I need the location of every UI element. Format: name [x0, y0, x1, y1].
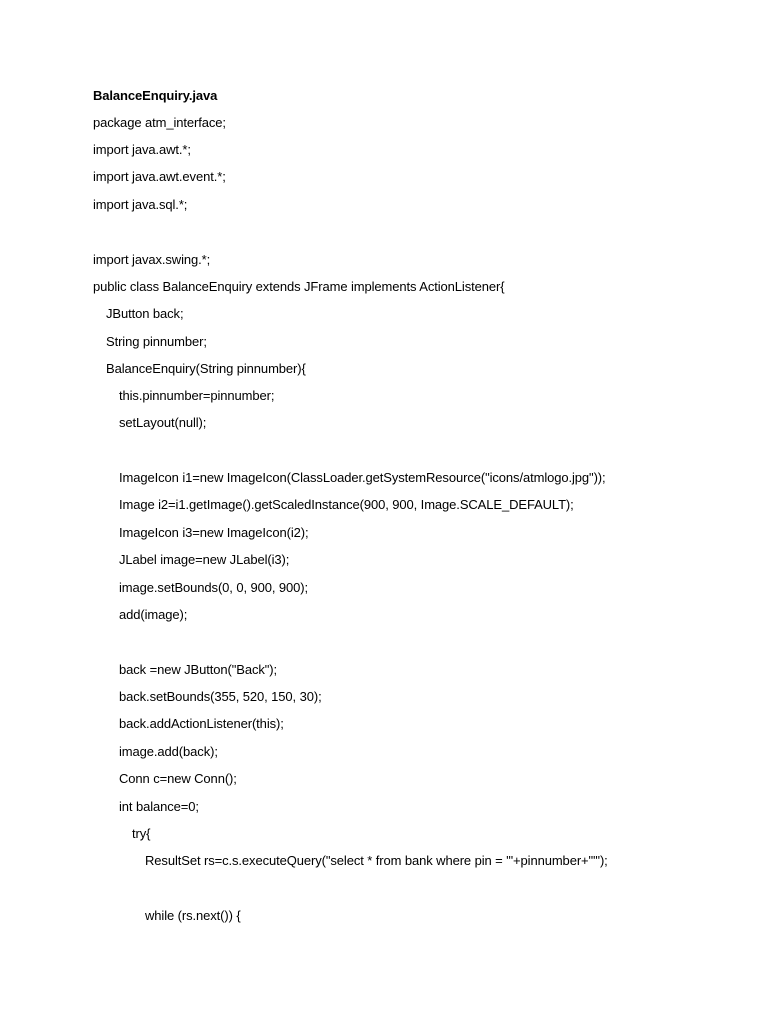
code-line: ResultSet rs=c.s.executeQuery("select * from bank where pin = '"+pinnumber+"'");	[145, 853, 608, 868]
code-line: try{	[132, 826, 151, 841]
code-line: add(image);	[119, 607, 188, 622]
code-line: ImageIcon i1=new ImageIcon(ClassLoader.getSystemResource("icons/atmlogo.jpg"));	[119, 470, 606, 485]
code-line: back =new JButton("Back");	[119, 662, 278, 677]
code-line: import java.awt.*;	[93, 142, 191, 157]
code-line: BalanceEnquiry(String pinnumber){	[106, 361, 306, 376]
code-line: JButton back;	[106, 306, 184, 321]
code-line: back.addActionListener(this);	[119, 716, 284, 731]
code-line: import java.sql.*;	[93, 197, 188, 212]
code-line: Conn c=new Conn();	[119, 771, 237, 786]
code-line: public class BalanceEnquiry extends JFrame implements ActionListener{	[93, 279, 505, 294]
code-line: import javax.swing.*;	[93, 252, 211, 267]
code-line: ImageIcon i3=new ImageIcon(i2);	[119, 525, 309, 540]
code-line: Image i2=i1.getImage().getScaledInstance(900, 900, Image.SCALE_DEFAULT);	[119, 497, 574, 512]
code-line: import java.awt.event.*;	[93, 169, 226, 184]
code-line: String pinnumber;	[106, 334, 207, 349]
code-line: int balance=0;	[119, 799, 199, 814]
code-line: image.add(back);	[119, 744, 218, 759]
code-line: back.setBounds(355, 520, 150, 30);	[119, 689, 322, 704]
code-line: this.pinnumber=pinnumber;	[119, 388, 275, 403]
code-line: package atm_interface;	[93, 115, 226, 130]
document-title: BalanceEnquiry.java	[93, 88, 218, 103]
code-line: setLayout(null);	[119, 415, 207, 430]
code-line: image.setBounds(0, 0, 900, 900);	[119, 580, 309, 595]
code-line: JLabel image=new JLabel(i3);	[119, 552, 290, 567]
code-line: while (rs.next()) {	[145, 908, 241, 923]
